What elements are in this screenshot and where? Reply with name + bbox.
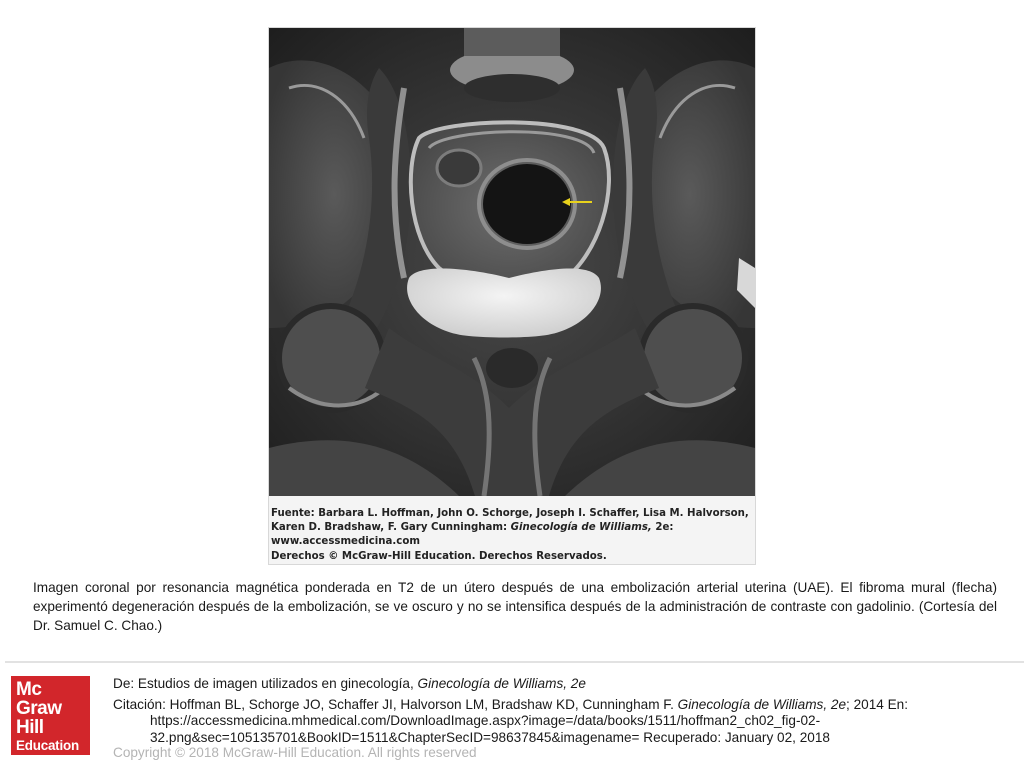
figure: [268, 27, 756, 565]
book-title: Ginecología de Williams, 2e: [417, 676, 586, 691]
mri-illustration: [269, 28, 755, 496]
logo-word: Hill: [16, 717, 44, 738]
source-chapter: [113, 676, 586, 692]
source-box: [269, 496, 755, 564]
citation-url-line1[interactable]: https://accessmedicina.mhmedical.com/DownloadImage.aspx?image=/data/books/1511/hoffman2_ch02_fig-02-: [150, 713, 821, 729]
source-edition: 2e:: [651, 522, 674, 534]
citation-rest: ; 2014 En:: [846, 697, 909, 712]
logo-word: Education: [16, 738, 79, 753]
mri-image: [269, 28, 755, 496]
divider: [5, 661, 1024, 663]
citation: [113, 697, 973, 746]
source-line: Fuente: Barbara L. Hoffman, John O. Schorge, Joseph I. Schaffer, Lisa M. Halvorson,: [271, 508, 749, 519]
citation-authors: Hoffman BL, Schorge JO, Schaffer JI, Halvorson LM, Bradshaw KD, Cunningham F.: [165, 697, 678, 712]
source-line: [271, 521, 755, 535]
logo-word: Mc: [16, 679, 42, 700]
mcgraw-hill-logo: [11, 676, 90, 755]
citation-label: Citación:: [113, 697, 166, 712]
copyright: Copyright © 2018 McGraw-Hill Education. All rights reserved: [113, 745, 477, 760]
source-authors: Karen D. Bradshaw, F. Gary Cunningham:: [271, 522, 511, 534]
de-label: De:: [113, 676, 135, 691]
logo-word: Graw: [16, 698, 62, 719]
chapter-title: Estudios de imagen utilizados en ginecología,: [134, 676, 418, 691]
source-website: www.accessmedicina.com: [271, 536, 420, 548]
source-book-title: Ginecología de Williams,: [510, 522, 652, 534]
citation-book: Ginecología de Williams, 2e: [677, 697, 847, 712]
source-rights: Derechos © McGraw-Hill Education. Derechos Reservados.: [271, 550, 607, 562]
figure-caption: Imagen coronal por resonancia magnética ponderada en T2 de un útero después de una embolización arterial uterina (UAE). El fibroma mural (flecha) experimentó degeneración después de la embolización, se ve oscuro y no se intensifica después de la administración de contraste con gadolinio. (Cortesía del Dr. Samuel C. Chao.): [33, 580, 997, 633]
citation-url-line2[interactable]: 32.png&sec=105135701&BookID=1511&ChapterSecID=98637845&imagename= Recuperado: January 02, 2018: [150, 729, 830, 745]
